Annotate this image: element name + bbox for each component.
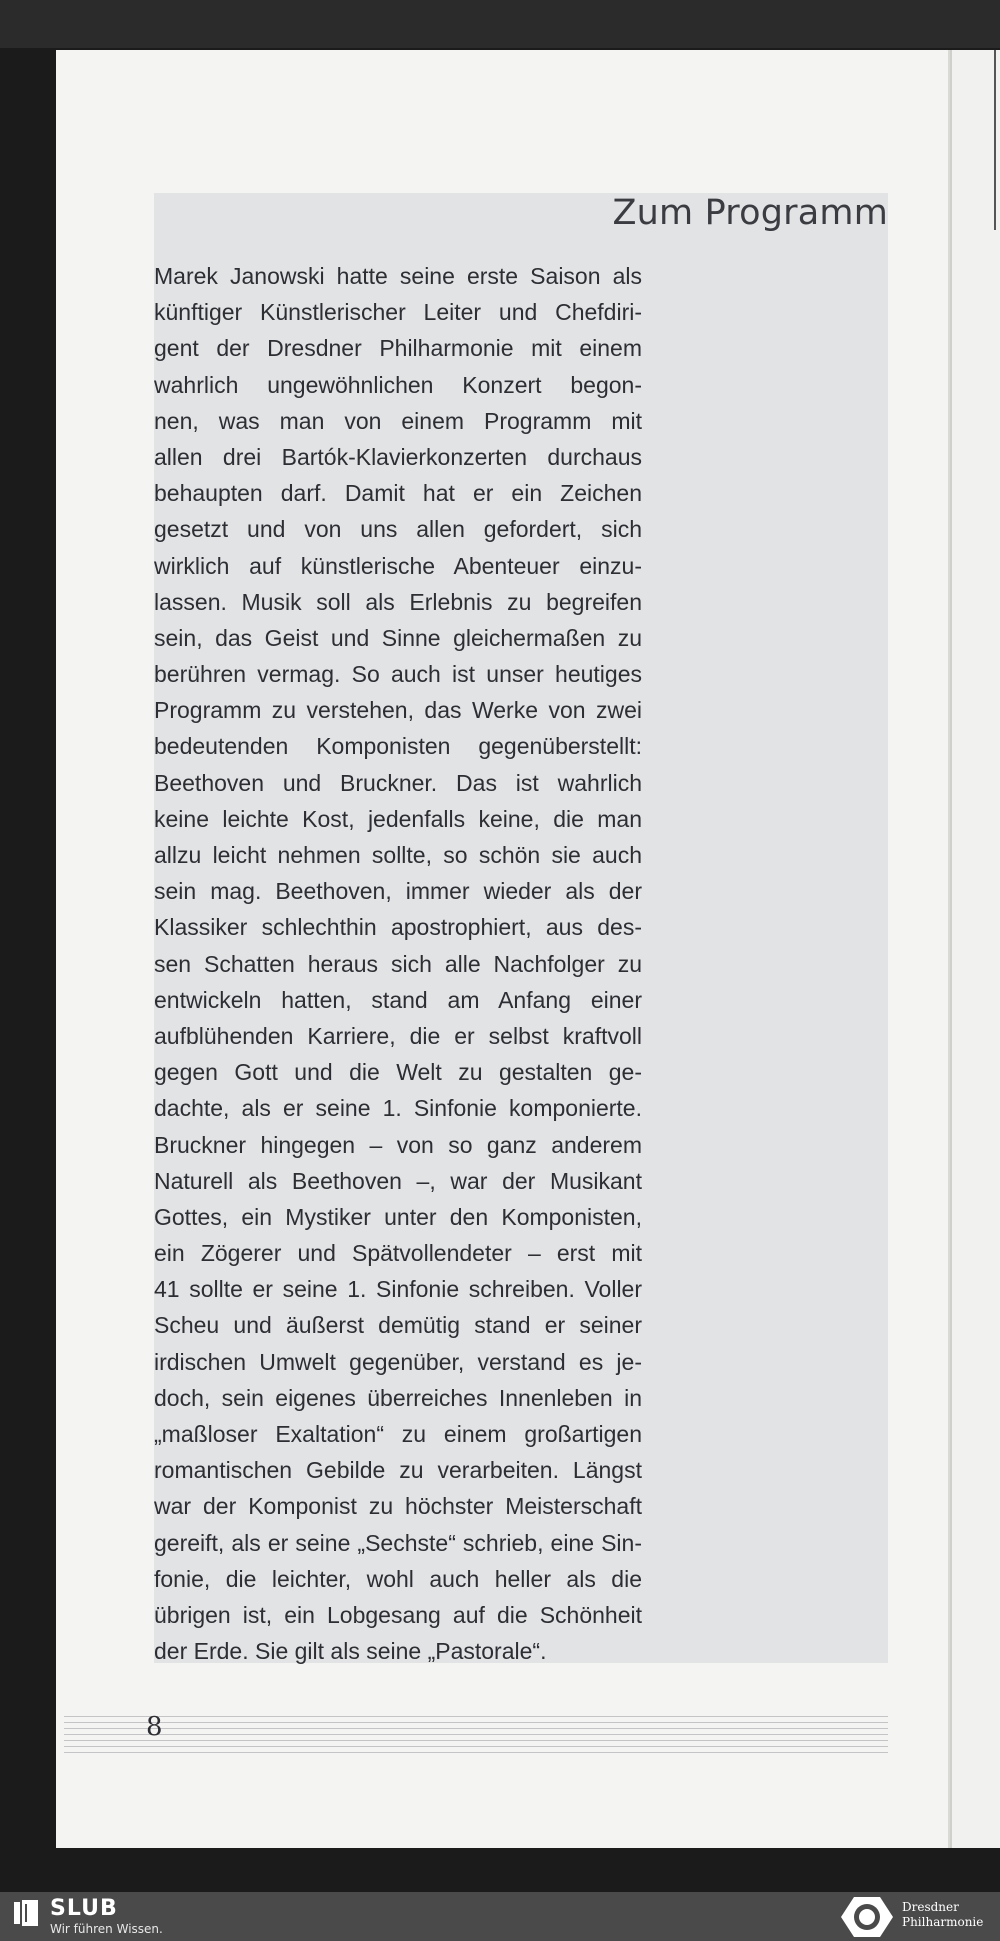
text-line: künftiger Künstlerischer Leiter und Chefdiri-	[154, 299, 642, 326]
text-line: sein mag. Beethoven, immer wieder als der	[154, 878, 642, 905]
text-line: berühren vermag. So auch ist unser heutiges	[154, 661, 642, 688]
text-line: der Erde. Sie gilt als seine „Pastorale“.	[154, 1638, 547, 1665]
slub-name: SLUB	[50, 1896, 118, 1921]
slub-logo-icon	[14, 1900, 38, 1926]
scan-background	[0, 0, 1000, 48]
text-line: „maßloser Exaltation“ zu einem großartigen	[154, 1421, 642, 1447]
text-line: nen, was man von einem Programm mit	[154, 407, 642, 434]
text-line: Beethoven und Bruckner. Das ist wahrlich	[154, 769, 642, 796]
staff-line	[64, 1722, 888, 1723]
philharmonie-name-line1: Dresdner	[902, 1900, 959, 1914]
text-line: Marek Janowski hatte seine erste Saison als	[154, 263, 642, 289]
text-line: doch, sein eigenes überreiches Innenleben in	[154, 1384, 642, 1411]
page-number: 8	[146, 1712, 163, 1742]
viewer-footer	[0, 1892, 1000, 1941]
text-line: bedeutenden Komponisten gegenüberstellt:	[154, 733, 642, 760]
text-line: allzu leicht nehmen sollte, so schön sie auch	[154, 842, 642, 868]
slub-tagline: Wir führen Wissen.	[50, 1922, 163, 1936]
section-heading: Zum Programm	[612, 193, 888, 233]
text-line: Gottes, ein Mystiker unter den Komponisten,	[154, 1203, 642, 1230]
staff-line	[64, 1734, 888, 1735]
text-line: entwickeln hatten, stand am Anfang einer	[154, 986, 642, 1013]
text-line: gesetzt und von uns allen gefordert, sich	[154, 516, 642, 543]
text-line: Scheu und äußerst demütig stand er seiner	[154, 1312, 642, 1339]
text-line: 41 sollte er seine 1. Sinfonie schreiben. Voller	[154, 1276, 642, 1303]
staff-line	[64, 1728, 888, 1729]
staff-line	[64, 1716, 888, 1717]
text-line: sen Schatten heraus sich alle Nachfolger zu	[154, 950, 642, 977]
text-line: keine leichte Kost, jedenfalls keine, die man	[154, 805, 642, 832]
text-line: wirklich auf künstlerische Abenteuer einzu-	[154, 552, 642, 579]
text-line: romantischen Gebilde zu verarbeiten. Längst	[154, 1457, 642, 1484]
text-line: dachte, als er seine 1. Sinfonie komponierte.	[154, 1095, 642, 1122]
next-page-rule	[994, 50, 996, 230]
text-line: behaupten darf. Damit hat er ein Zeichen	[154, 480, 642, 507]
text-line: gegen Gott und die Welt zu gestalten ge-	[154, 1059, 642, 1086]
text-line: irdischen Umwelt gegenüber, verstand es je-	[154, 1348, 642, 1375]
text-line: Naturell als Beethoven –, war der Musikant	[154, 1167, 642, 1194]
philharmonie-name	[902, 1900, 983, 1930]
staff-line	[64, 1746, 888, 1747]
article-body	[154, 258, 642, 1669]
philharmonie-name-line2: Philharmonie	[902, 1915, 984, 1929]
text-line: übrigen ist, ein Lobgesang auf die Schönheit	[154, 1601, 642, 1628]
text-line: Klassiker schlechthin apostrophiert, aus des-	[154, 914, 642, 941]
staff-line	[64, 1752, 888, 1753]
text-line: gereift, als er seine „Sechste“ schrieb, eine Sin-	[154, 1529, 642, 1556]
text-line: lassen. Musik soll als Erlebnis zu begreifen	[154, 588, 642, 615]
staff-line	[64, 1740, 888, 1741]
text-line: fonie, die leichter, wohl auch heller als die	[154, 1565, 642, 1592]
text-line: sein, das Geist und Sinne gleichermaßen zu	[154, 624, 642, 651]
philharmonie-logo-icon	[841, 1895, 893, 1939]
next-page-edge	[950, 50, 1000, 1848]
text-line: aufblühenden Karriere, die er selbst kraftvoll	[154, 1022, 642, 1049]
text-line: allen drei Bartók-Klavierkonzerten durchaus	[154, 443, 642, 470]
text-line: gent der Dresdner Philharmonie mit einem	[154, 335, 642, 362]
text-line: Bruckner hingegen – von so ganz anderem	[154, 1131, 642, 1158]
text-line: wahrlich ungewöhnlichen Konzert begon-	[154, 371, 642, 398]
text-line: war der Komponist zu höchster Meisterschaft	[154, 1493, 642, 1520]
text-line: Programm zu verstehen, das Werke von zwei	[154, 697, 642, 724]
text-line: ein Zögerer und Spätvollendeter – erst mit	[154, 1240, 642, 1267]
